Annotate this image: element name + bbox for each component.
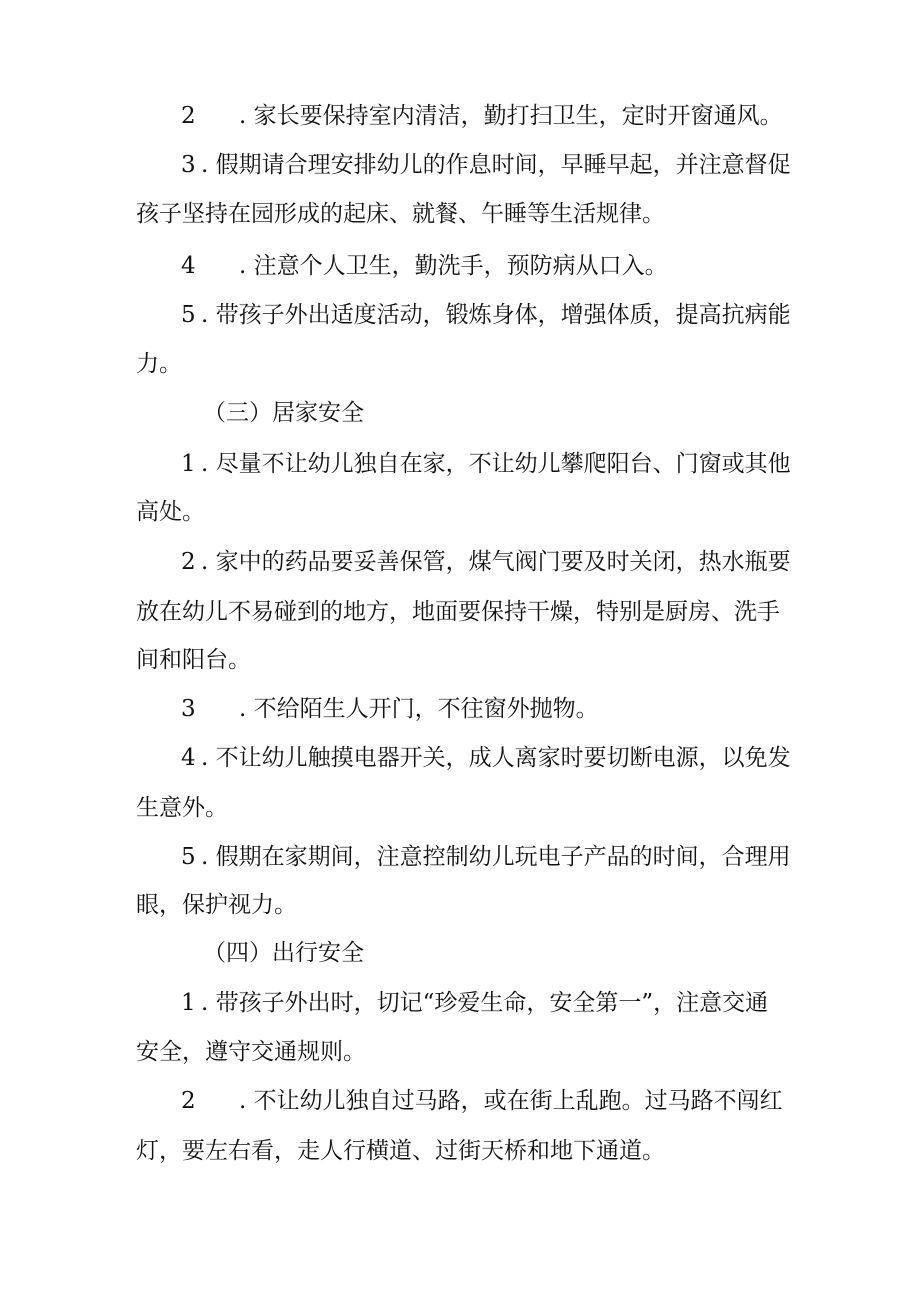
item-number: 5 <box>181 302 196 328</box>
paragraph-text: . 不让幼儿触摸电器开关，成人离家时要切断电源，以免发 <box>201 745 791 771</box>
paragraph-text: . 家长要保持室内清洁，勤打扫卫生，定时开窗通风。 <box>239 103 783 129</box>
paragraph-text: 放在幼儿不易碰到的地方，地面要保持干燥，特别是厨房、洗手 <box>136 599 780 625</box>
paragraph-text: 安全，遵守交通规则。 <box>136 1039 366 1065</box>
paragraph-line <box>136 1037 366 1067</box>
paragraph-line <box>136 1136 665 1166</box>
paragraph-text: 力。 <box>136 351 182 377</box>
paragraph-line <box>181 150 791 180</box>
paragraph-line <box>136 793 228 823</box>
paragraph-text: . 注意个人卫生，勤洗手，预防病从口入。 <box>239 253 668 279</box>
paragraph-line <box>136 645 251 675</box>
item-number: 3 <box>181 696 196 722</box>
item-number: 1 <box>181 990 196 1016</box>
item-number: 1 <box>181 451 196 477</box>
paragraph-text: 眼，保护视力。 <box>136 892 297 918</box>
paragraph-line <box>181 694 599 724</box>
paragraph-line <box>181 251 668 281</box>
paragraph-line <box>181 300 791 330</box>
paragraph-line <box>136 597 780 627</box>
paragraph-text: . 不让幼儿独自过马路，或在街上乱跑。过马路不闯红 <box>239 1088 783 1114</box>
paragraph-line <box>136 199 665 229</box>
paragraph-line <box>181 547 791 577</box>
paragraph-line <box>136 349 182 379</box>
section-heading: （三）居家安全 <box>203 400 364 426</box>
item-number: 4 <box>181 253 196 279</box>
paragraph-line <box>136 497 205 527</box>
paragraph-text: . 带孩子外出适度活动，锻炼身体，增强体质，提高抗病能 <box>201 302 791 328</box>
item-number: 2 <box>181 103 196 129</box>
paragraph-line <box>181 449 791 479</box>
paragraph-text: 灯，要左右看，走人行横道、过街天桥和地下通道。 <box>136 1138 665 1164</box>
paragraph-text: 间和阳台。 <box>136 647 251 673</box>
paragraph-line <box>181 743 791 773</box>
paragraph-line <box>181 842 791 872</box>
item-number: 5 <box>181 844 196 870</box>
paragraph-text: 高处。 <box>136 499 205 525</box>
paragraph-text: . 不给陌生人开门，不往窗外抛物。 <box>239 696 599 722</box>
paragraph-text: 孩子坚持在园形成的起床、就餐、午睡等生活规律。 <box>136 201 665 227</box>
paragraph-line <box>181 101 783 131</box>
paragraph-text: . 假期请合理安排幼儿的作息时间，早睡早起，并注意督促 <box>201 152 791 178</box>
paragraph-text: . 尽量不让幼儿独自在家，不让幼儿攀爬阳台、门窗或其他 <box>201 451 791 477</box>
paragraph-text: . 家中的药品要妥善保管，煤气阀门要及时关闭，热水瓶要 <box>201 549 791 575</box>
paragraph-text: . 带孩子外出时，切记“珍爱生命，安全第一”，注意交通 <box>201 990 769 1016</box>
paragraph-line <box>181 1086 783 1116</box>
paragraph-text: 生意外。 <box>136 795 228 821</box>
paragraph-text: . 假期在家期间，注意控制幼儿玩电子产品的时间，合理用 <box>201 844 791 870</box>
item-number: 4 <box>181 745 196 771</box>
item-number: 2 <box>181 549 196 575</box>
item-number: 3 <box>181 152 196 178</box>
item-number: 2 <box>181 1088 196 1114</box>
paragraph-line <box>136 890 297 920</box>
paragraph-line <box>181 988 768 1018</box>
section-heading: （四）出行安全 <box>203 940 364 966</box>
